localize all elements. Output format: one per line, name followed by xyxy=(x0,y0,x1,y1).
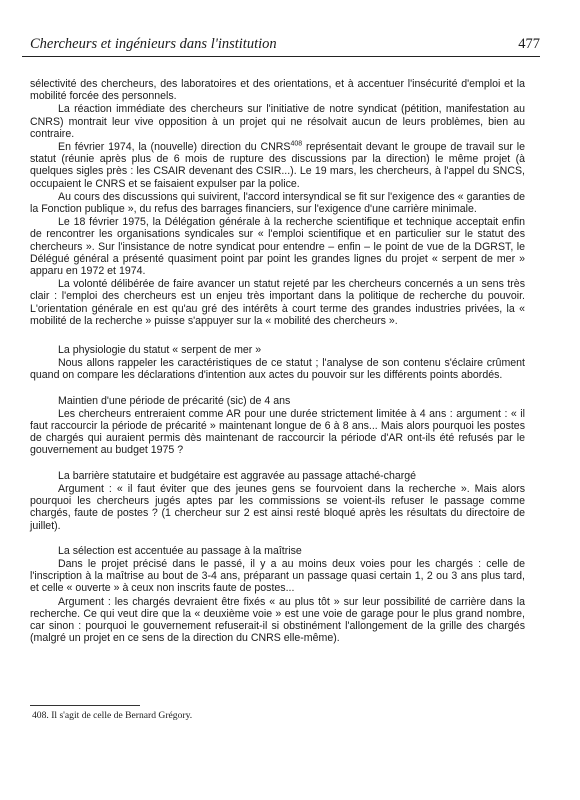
paragraph: sélectivité des chercheurs, des laboratoires et des orientations, et à accentuer l'insécurité d'emploi et la mobilité forcée des personnels. xyxy=(30,78,525,103)
footnote: 408. Il s'agit de celle de Bernard Grégory. xyxy=(32,710,193,721)
paragraph: Les chercheurs entreraient comme AR pour une durée strictement limitée à 4 ans : argument : « il faut raccourcir la période de précarité » maintenant longue de 6 à 8 ans... Mais alors pourquoi les postes de chargés qui auraient permis dès maintenant de raccourcir la période d'AR ont-ils été refusés par le gouvernement au budget 1975 ? xyxy=(30,407,525,457)
running-title: Chercheurs et ingénieurs dans l'institution xyxy=(30,36,277,52)
paragraph: La volonté délibérée de faire avancer un statut rejeté par les chercheurs concernés a un sens très clair : l'emploi des chercheurs est un enjeu très important dans la politique de recherche du pouvoir. L'orientation générale en est qu'au gré des intérêts à court terme des grandes industries privées, la « mobilité de la recherche » puisse s'appuyer sur la « mobilité des chercheurs ». xyxy=(30,278,525,327)
section-subheading: Maintien d'une période de précarité (sic) de 4 ans xyxy=(58,394,291,407)
running-header xyxy=(22,36,540,57)
paragraph-lead: En février 1974, la (nouvelle) direction du CNRS xyxy=(58,141,291,154)
paragraph: Dans le projet précisé dans le passé, il y a au moins deux voies pour les chargés : celle de l'inscription à la maîtrise au bout de 3-4 ans, préparant un passage quasi certain 1, 2 ou 3 ans plus tard, et celle « ouverte » à ceux non inscrits faute de postes... xyxy=(30,557,525,595)
page-number: 477 xyxy=(518,36,540,52)
body-text xyxy=(30,78,525,645)
paragraph xyxy=(30,141,525,190)
paragraph-rest: représentait devant le groupe de travail sur le statut (réunie après plus de 6 mois de rupture des discussions par la direction) le même projet (à quelques sigles près : les CSAIR devenant des CSIR...). Le 19 mars, les chercheurs, à l'appel du SNCS, occupaient le CNRS et se faisaient expulser par la police. xyxy=(30,141,525,190)
paragraph: Argument : les chargés devraient être fixés « au plus tôt » sur leur possibilité de carrière dans la recherche. Ce qui veut dire que la « deuxième voie » est une voie de garage pour le plus grand nombre, car sinon : pourquoi le gouvernement refuserait-il si obstinément l'allongement de la grille des chargés (malgré un projet en ce sens de la direction du CNRS elle-même). xyxy=(30,595,525,645)
footnote-ref[interactable]: 408 xyxy=(290,140,303,148)
paragraph: Nous allons rappeler les caractéristiques de ce statut ; l'analyse de son contenu s'éclaire crûment quand on compare les déclarations d'intention aux actes du pouvoir sur les différents points abordés. xyxy=(30,357,525,382)
section-subheading: La barrière statutaire et budgétaire est aggravée au passage attaché-chargé xyxy=(58,469,417,482)
paragraph: Au cours des discussions qui suivirent, l'accord intersyndical se fit sur l'exigence des « garanties de la Fonction publique », du refus des barrages financiers, sur l'exigence d'une carrière minimale. xyxy=(30,190,525,216)
paragraph: La réaction immédiate des chercheurs sur l'initiative de notre syndicat (pétition, manifestation au CNRS) montrait leur vive opposition à un projet qui ne résolvait aucun de leurs problèmes, bien au contraire. xyxy=(30,103,525,140)
footnote-separator xyxy=(30,705,140,706)
paragraph: Le 18 février 1975, la Délégation générale à la recherche scientifique et technique acceptait enfin de rencontrer les organisations syndicales sur « l'emploi scientifique et en particulier sur le statut des chercheurs ». Sur l'insistance de notre syndicat pour entendre – enfin – le point de vue de la DGRST, le Délégué général a présenté quasiment point par point les grandes lignes du projet « serpent de mer » apparu en 1972 et 1974. xyxy=(30,216,525,278)
section-subheading: La sélection est accentuée au passage à la maîtrise xyxy=(58,544,302,557)
paragraph: Argument : « il faut éviter que des jeunes gens se fourvoient dans la recherche ». Mais alors pourquoi les chercheurs jugés aptes par les commissions se voient-ils refuser le passage comme chargés, faute de postes ? (1 chercheur sur 2 est ainsi resté bloqué après les résultats du directoire de juillet). xyxy=(30,482,525,532)
section-subheading: La physiologie du statut « serpent de mer » xyxy=(58,344,262,357)
